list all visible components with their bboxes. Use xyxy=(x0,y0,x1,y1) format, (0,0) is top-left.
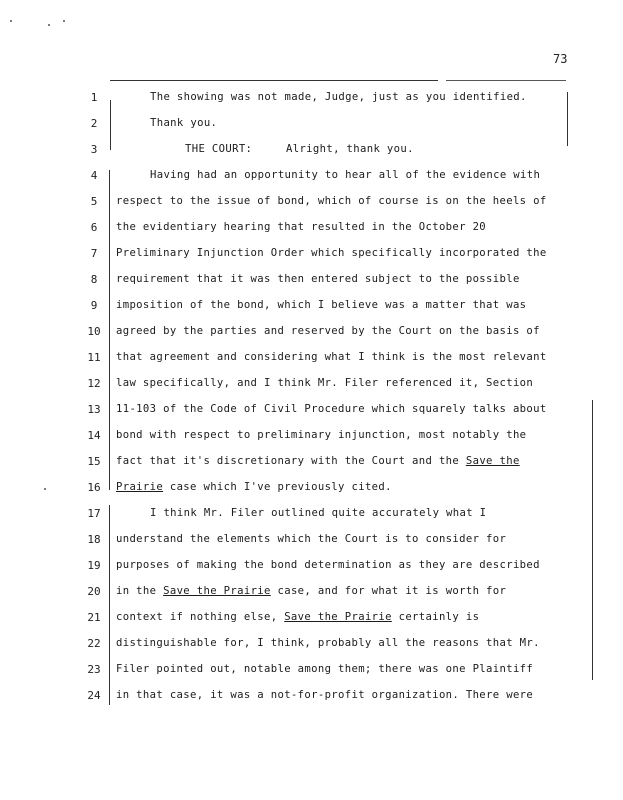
line-text: case which I've previously cited. xyxy=(163,481,392,493)
page-number: 73 xyxy=(553,52,568,66)
line-number: 6 xyxy=(90,221,98,234)
transcript-line: requirement that it was then entered subject to the possible xyxy=(116,273,520,285)
line-number: 8 xyxy=(90,273,98,286)
transcript-line: law specifically, and I think Mr. Filer referenced it, Section xyxy=(116,377,534,389)
case-citation: Save the xyxy=(465,455,520,467)
transcript-line xyxy=(116,455,520,467)
line-number: 13 xyxy=(87,403,101,416)
line-number: 9 xyxy=(90,299,98,312)
transcript-line: agreed by the parties and reserved by the Court on the basis of xyxy=(116,325,540,337)
transcript-line: Alright, thank you. xyxy=(286,143,414,155)
line-number: 1 xyxy=(90,91,98,104)
speaker-label: THE COURT: xyxy=(185,143,253,155)
case-citation: Prairie xyxy=(116,481,164,493)
line-text: context if nothing else, xyxy=(116,611,285,623)
line-number: 14 xyxy=(87,429,101,442)
transcript-line: distinguishable for, I think, probably all the reasons that Mr. xyxy=(116,637,540,649)
line-number: 7 xyxy=(90,247,98,260)
scan-speck xyxy=(48,24,50,26)
left-change-bar-middle xyxy=(109,170,110,490)
left-change-bar-lower xyxy=(109,505,110,705)
line-number: 18 xyxy=(87,533,101,546)
transcript-line: 11-103 of the Code of Civil Procedure which squarely talks about xyxy=(116,403,547,415)
transcript-line: Preliminary Injunction Order which specifically incorporated the xyxy=(116,247,547,259)
line-number: 21 xyxy=(87,611,101,624)
top-rule-right xyxy=(446,80,566,81)
top-rule xyxy=(110,80,438,81)
line-text: in the xyxy=(116,585,164,597)
transcript-line xyxy=(116,585,506,597)
line-number: 22 xyxy=(87,637,101,650)
case-citation: Save the Prairie xyxy=(284,611,392,623)
scan-speck xyxy=(44,488,46,490)
line-number: 11 xyxy=(87,351,101,364)
line-number: 5 xyxy=(90,195,98,208)
line-number: 16 xyxy=(87,481,101,494)
line-text: case, and for what it is worth for xyxy=(270,585,507,597)
line-number: 17 xyxy=(87,507,101,520)
transcript-line: understand the elements which the Court is to consider for xyxy=(116,533,507,545)
transcript-line: The showing was not made, Judge, just as you identified. xyxy=(150,91,527,103)
line-number: 10 xyxy=(87,325,101,338)
transcript-line: imposition of the bond, which I believe was a matter that was xyxy=(116,299,527,311)
transcript-line: Filer pointed out, notable among them; there was one Plaintiff xyxy=(116,663,534,675)
scan-speck xyxy=(63,20,65,22)
line-number: 3 xyxy=(90,143,98,156)
right-change-bar-upper xyxy=(567,92,568,146)
transcript-line: respect to the issue of bond, which of course is on the heels of xyxy=(116,195,547,207)
line-text: fact that it's discretionary with the Court and the xyxy=(116,455,466,467)
transcript-line: the evidentiary hearing that resulted in the October 20 xyxy=(116,221,487,233)
line-number: 2 xyxy=(90,117,98,130)
line-number: 12 xyxy=(87,377,101,390)
right-change-bar-lower xyxy=(592,400,593,680)
left-change-bar-upper xyxy=(110,100,111,150)
transcript-line: I think Mr. Filer outlined quite accurately what I xyxy=(150,507,487,519)
transcript-line xyxy=(116,481,392,493)
transcript-line: purposes of making the bond determination as they are described xyxy=(116,559,540,571)
scan-speck xyxy=(10,20,12,22)
line-text: certainly is xyxy=(391,611,480,623)
line-number: 23 xyxy=(87,663,101,676)
line-number: 20 xyxy=(87,585,101,598)
transcript-line: bond with respect to preliminary injunction, most notably the xyxy=(116,429,527,441)
line-number: 24 xyxy=(87,689,101,702)
line-number: 19 xyxy=(87,559,101,572)
transcript-line: that agreement and considering what I think is the most relevant xyxy=(116,351,547,363)
transcript-line: Having had an opportunity to hear all of the evidence with xyxy=(150,169,541,181)
line-number: 4 xyxy=(90,169,98,182)
transcript-line: in that case, it was a not-for-profit organization. There were xyxy=(116,689,534,701)
case-citation: Save the Prairie xyxy=(163,585,271,597)
transcript-line: Thank you. xyxy=(150,117,218,129)
transcript-line xyxy=(116,611,479,623)
line-number: 15 xyxy=(87,455,101,468)
